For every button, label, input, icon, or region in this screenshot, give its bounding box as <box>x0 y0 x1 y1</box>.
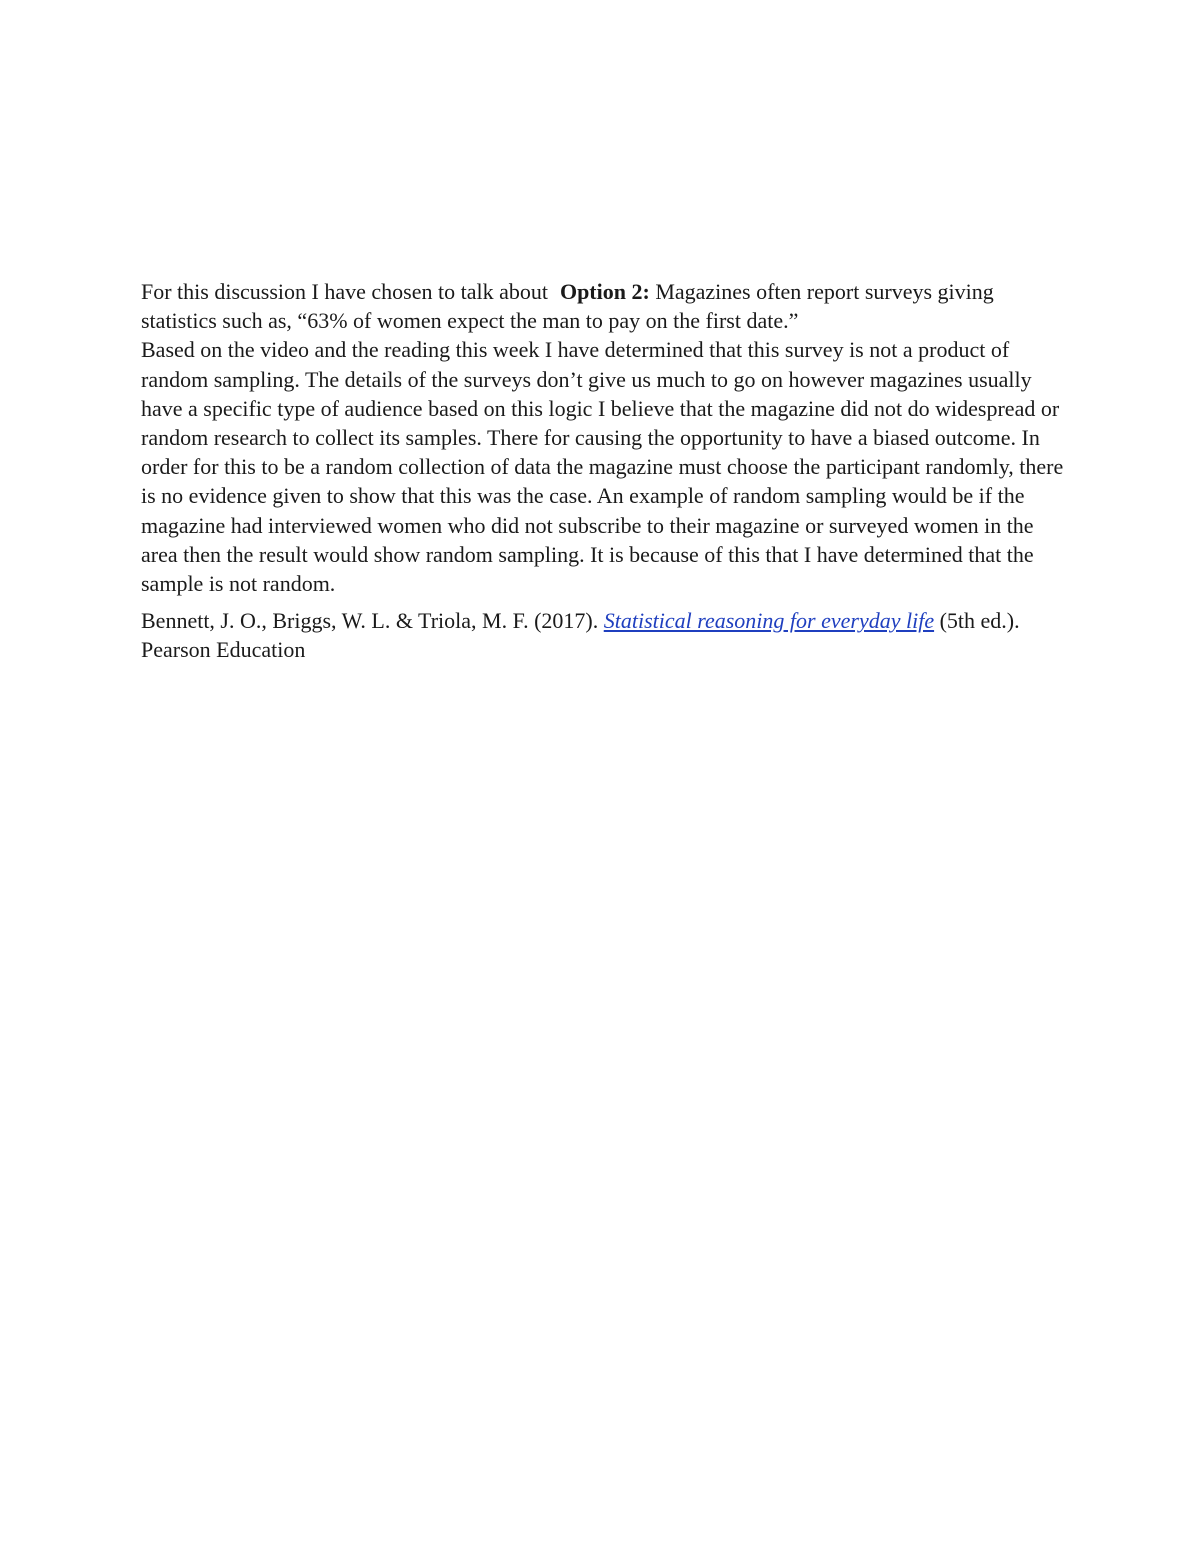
intro-text: Magazines often report surveys giving statistics such as, “63% of women expect the man to pay on the first date.” <box>141 279 994 334</box>
reference-title-link[interactable]: Statistical reasoning for everyday life <box>603 608 935 634</box>
intro-paragraph <box>141 277 1066 335</box>
intro-lead: For this discussion I have chosen to talk about <box>141 279 548 304</box>
reference-paragraph <box>141 606 1066 664</box>
option-label: Option 2: <box>559 279 650 304</box>
body-paragraph: Based on the video and the reading this week I have determined that this survey is not a product of random sampling. The details of the surveys don’t give us much to go on however magazines usually have a specific type of audience based on this logic I believe that the magazine did not do widespread or random research to collect its samples. There for causing the opportunity to have a biased outcome. In order for this to be a random collection of data the magazine must choose the participant randomly, there is no evidence given to show that this was the case. An example of random sampling would be if the magazine had interviewed women who did not subscribe to their magazine or surveyed women in the area then the result would show random sampling. It is because of this that I have determined that the sample is not random. <box>141 337 1064 597</box>
reference-authors: Bennett, J. O., Briggs, W. L. & Triola, M. F. (2017). <box>141 608 604 634</box>
document-content <box>141 277 1066 665</box>
reference-suffix: (5th ed.). Pearson Education <box>141 608 1020 663</box>
